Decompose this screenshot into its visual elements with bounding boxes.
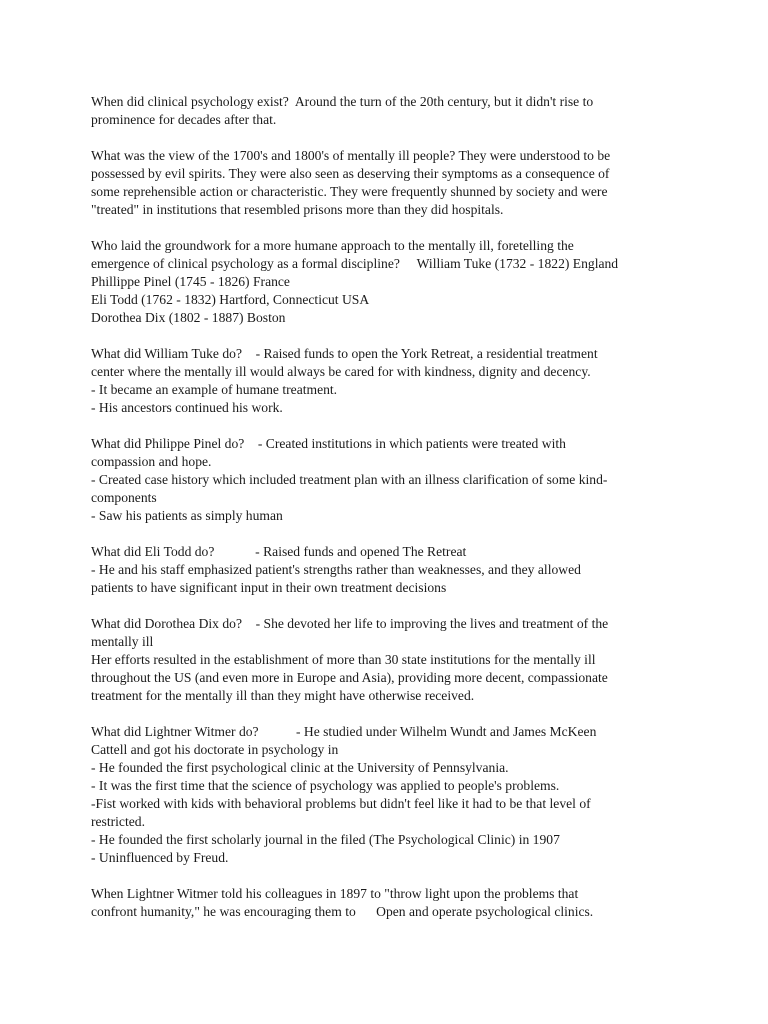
text-line: center where the mentally ill would always be cared for with kindness, dignity and decency. <box>91 364 591 379</box>
text-line: Eli Todd (1762 - 1832) Hartford, Connecticut USA <box>91 292 370 307</box>
paragraph-lightner-witmer <box>91 723 691 867</box>
text-line: When Lightner Witmer told his colleagues in 1897 to "throw light upon the problems that <box>91 886 579 901</box>
paragraph-philippe-pinel <box>91 435 691 525</box>
paragraph-groundwork <box>91 237 691 327</box>
text-line: - Saw his patients as simply human <box>91 508 283 523</box>
text-line: Phillippe Pinel (1745 - 1826) France <box>91 274 290 289</box>
text-line: treatment for the mentally ill than they might have otherwise received. <box>91 688 475 703</box>
text-line: What did Eli Todd do? - Raised funds and opened The Retreat <box>91 544 467 559</box>
paragraph-witmer-1897 <box>91 885 691 921</box>
text-line: - His ancestors continued his work. <box>91 400 283 415</box>
text-line: - He founded the first scholarly journal in the filed (The Psychological Clinic) in 1907 <box>91 832 560 847</box>
text-line: Dorothea Dix (1802 - 1887) Boston <box>91 310 286 325</box>
paragraph-william-tuke <box>91 345 691 417</box>
text-line: What did Philippe Pinel do? - Created institutions in which patients were treated with <box>91 436 566 451</box>
text-line: emergence of clinical psychology as a formal discipline? William Tuke (1732 - 1822) England <box>91 256 619 271</box>
text-line: components <box>91 490 157 505</box>
text-line: What was the view of the 1700's and 1800's of mentally ill people? They were understood to be <box>91 148 611 163</box>
text-line: possessed by evil spirits. They were also seen as deserving their symptoms as a consequence of <box>91 166 610 181</box>
text-line: - It became an example of humane treatment. <box>91 382 338 397</box>
text-line: mentally ill <box>91 634 154 649</box>
paragraph-eli-todd <box>91 543 691 597</box>
text-line: prominence for decades after that. <box>91 112 277 127</box>
text-line: patients to have significant input in their own treatment decisions <box>91 580 447 595</box>
text-line: -Fist worked with kids with behavioral problems but didn't feel like it had to be that level of <box>91 796 591 811</box>
text-line: "treated" in institutions that resembled prisons more than they did hospitals. <box>91 202 504 217</box>
text-line: some reprehensible action or characteristic. They were frequently shunned by society and were <box>91 184 608 199</box>
text-line: throughout the US (and even more in Europe and Asia), providing more decent, compassionate <box>91 670 608 685</box>
document-body <box>91 93 691 939</box>
text-line: Cattell and got his doctorate in psychology in <box>91 742 339 757</box>
text-line: What did Lightner Witmer do? - He studied under Wilhelm Wundt and James McKeen <box>91 724 597 739</box>
text-line: - He founded the first psychological clinic at the University of Pennsylvania. <box>91 760 509 775</box>
text-line: - Created case history which included treatment plan with an illness clarification of some kind- <box>91 472 608 487</box>
text-line: Who laid the groundwork for a more humane approach to the mentally ill, foretelling the <box>91 238 574 253</box>
text-line: confront humanity," he was encouraging them to Open and operate psychological clinics. <box>91 904 594 919</box>
paragraph-historical-view <box>91 147 691 219</box>
text-line: - It was the first time that the science of psychology was applied to people's problems. <box>91 778 560 793</box>
text-line: compassion and hope. <box>91 454 212 469</box>
text-line: What did William Tuke do? - Raised funds to open the York Retreat, a residential treatment <box>91 346 598 361</box>
paragraph-dorothea-dix <box>91 615 691 705</box>
text-line: What did Dorothea Dix do? - She devoted her life to improving the lives and treatment of the <box>91 616 609 631</box>
text-line: restricted. <box>91 814 145 829</box>
paragraph-clinical-psychology-origin <box>91 93 691 129</box>
text-line: - Uninfluenced by Freud. <box>91 850 229 865</box>
text-line: When did clinical psychology exist? Around the turn of the 20th century, but it didn't rise to <box>91 94 594 109</box>
text-line: - He and his staff emphasized patient's strengths rather than weaknesses, and they allowed <box>91 562 581 577</box>
text-line: Her efforts resulted in the establishment of more than 30 state institutions for the mentally ill <box>91 652 596 667</box>
